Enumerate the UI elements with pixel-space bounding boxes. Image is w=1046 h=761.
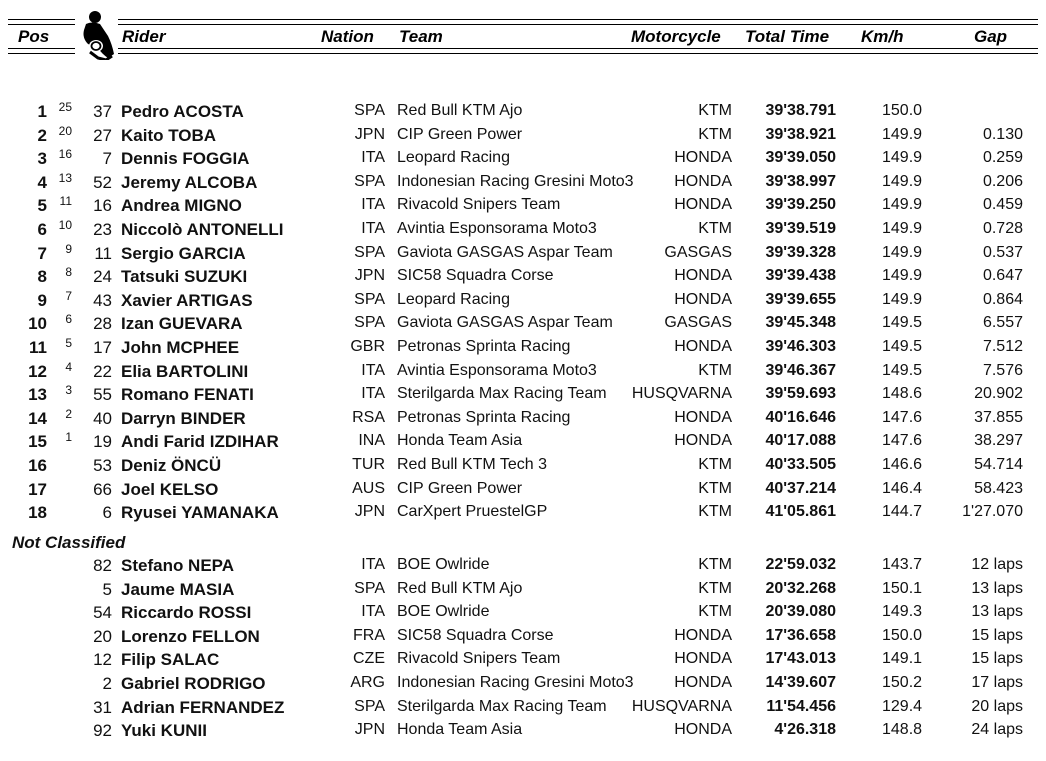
total-time-cell: 22'59.032 [765, 556, 836, 573]
points-cell: 16 [58, 147, 72, 162]
total-time-cell: 40'16.646 [765, 408, 836, 426]
column-header-motorcycle: Motorcycle [631, 27, 721, 46]
rider-number-cell: 31 [93, 697, 112, 717]
motorcycle-cell: HONDA [674, 721, 732, 739]
points-cell: 13 [58, 170, 72, 185]
table-row [0, 674, 1046, 698]
team-cell: Honda Team Asia [397, 721, 523, 739]
total-time-cell: 39'39.250 [765, 196, 836, 214]
rider-number-cell: 37 [93, 102, 112, 121]
motorcycle-rider-icon [76, 10, 118, 60]
team-cell: Indonesian Racing Gresini Moto3 [397, 172, 634, 190]
table-row [0, 432, 1046, 456]
table-row [0, 314, 1046, 338]
total-time-cell: 40'17.088 [765, 432, 836, 450]
position-cell: 8 [37, 267, 47, 287]
team-cell: Leopard Racing [397, 290, 510, 308]
team-cell: Petronas Sprinta Racing [397, 338, 571, 355]
position-cell: 13 [28, 385, 47, 405]
rider-number-cell: 82 [93, 556, 112, 575]
rider-number-cell: 92 [93, 721, 112, 741]
total-time-cell: 39'46.303 [765, 338, 836, 355]
speed-cell: 146.4 [882, 479, 923, 497]
total-time-cell: 39'39.438 [765, 267, 836, 285]
rider-name-cell: Stefano NEPA [121, 556, 235, 575]
motorcycle-cell: KTM [698, 503, 732, 521]
motorcycle-cell: HONDA [674, 196, 732, 214]
total-time-cell: 39'39.655 [765, 290, 836, 308]
rider-name-cell: Joel KELSO [121, 479, 219, 499]
rider-number-cell: 66 [93, 479, 112, 499]
rider-number-cell: 16 [93, 196, 112, 216]
position-cell: 12 [28, 361, 47, 381]
total-time-cell: 20'39.080 [765, 603, 836, 621]
team-cell: Gaviota GASGAS Aspar Team [397, 314, 613, 332]
total-time-cell: 41'05.861 [765, 503, 836, 521]
team-cell: Avintia Esponsorama Moto3 [397, 361, 597, 379]
rider-name-cell: Ryusei YAMANAKA [121, 503, 279, 523]
position-cell: 9 [37, 290, 47, 310]
position-cell: 18 [28, 503, 47, 523]
speed-cell: 149.9 [882, 267, 923, 285]
motorcycle-cell: HONDA [674, 338, 732, 355]
speed-cell: 144.7 [882, 503, 923, 521]
nation-cell: ITA [361, 361, 385, 379]
table-row [0, 196, 1046, 220]
speed-cell: 143.7 [882, 556, 923, 573]
rider-number-cell: 22 [93, 361, 112, 381]
speed-cell: 149.9 [882, 172, 923, 190]
team-cell: BOE Owlride [397, 603, 490, 621]
motorcycle-cell: HONDA [674, 674, 732, 691]
nation-cell: ITA [361, 385, 385, 403]
gap-cell: 0.728 [982, 220, 1023, 237]
motorcycle-cell: KTM [698, 125, 732, 143]
nation-cell: RSA [352, 408, 385, 426]
motorcycle-cell: KTM [698, 579, 732, 597]
nation-cell: SPA [354, 697, 385, 715]
points-cell: 8 [65, 265, 72, 280]
header-rule-top [8, 19, 1038, 25]
column-header-rider: Rider [122, 27, 166, 46]
gap-cell: 0.537 [982, 243, 1023, 261]
team-cell: Sterilgarda Max Racing Team [397, 697, 607, 715]
motorcycle-cell: HONDA [674, 172, 732, 190]
position-cell: 5 [37, 196, 47, 216]
rider-number-cell: 12 [93, 650, 112, 670]
team-cell: Rivacold Snipers Team [397, 196, 561, 214]
table-row [0, 241, 1046, 268]
motorcycle-cell: KTM [698, 556, 732, 573]
team-cell: BOE Owlride [397, 556, 490, 573]
rider-name-cell: Lorenzo FELLON [121, 626, 260, 646]
nation-cell: JPN [354, 503, 385, 521]
table-row [0, 170, 1046, 197]
rider-name-cell: Izan GUEVARA [121, 314, 243, 334]
rider-name-cell: Andi Farid IZDIHAR [121, 432, 279, 452]
nation-cell: SPA [354, 243, 385, 261]
rider-name-cell: Elia BARTOLINI [121, 361, 249, 381]
speed-cell: 148.8 [882, 721, 923, 739]
position-cell: 11 [29, 338, 47, 357]
table-row [0, 359, 1046, 386]
rider-name-cell: Darryn BINDER [121, 408, 246, 428]
gap-cell: 20 laps [971, 697, 1023, 715]
motorcycle-cell: KTM [698, 102, 732, 119]
table-row [0, 220, 1046, 244]
speed-cell: 149.5 [882, 361, 923, 379]
rider-name-cell: Niccolò ANTONELLI [121, 220, 284, 239]
rider-name-cell: Deniz ÖNCÜ [121, 456, 222, 475]
nation-cell: TUR [352, 456, 385, 473]
speed-cell: 150.0 [882, 626, 923, 644]
nation-cell: ITA [361, 149, 385, 167]
rider-number-cell: 53 [93, 456, 112, 475]
total-time-cell: 40'37.214 [765, 479, 836, 497]
speed-cell: 150.0 [882, 102, 923, 119]
points-cell: 6 [65, 312, 72, 327]
gap-cell: 15 laps [971, 626, 1023, 644]
nation-cell: INA [358, 432, 385, 450]
team-cell: CIP Green Power [397, 125, 523, 143]
speed-cell: 149.5 [882, 314, 923, 332]
speed-cell: 149.9 [882, 243, 923, 261]
position-cell: 4 [37, 172, 47, 192]
nation-cell: GBR [350, 338, 385, 355]
team-cell: Indonesian Racing Gresini Moto3 [397, 674, 634, 691]
nation-cell: SPA [354, 102, 385, 119]
gap-cell: 54.714 [974, 456, 1023, 473]
rider-name-cell: Tatsuki SUZUKI [121, 267, 248, 287]
points-cell: 25 [58, 100, 72, 114]
column-header-nation: Nation [321, 27, 374, 46]
rider-number-cell: 23 [93, 220, 112, 239]
speed-cell: 149.9 [882, 220, 923, 237]
position-cell: 16 [28, 456, 47, 475]
nation-cell: SPA [354, 172, 385, 190]
column-header-pos: Pos [18, 27, 50, 46]
speed-cell: 150.2 [882, 674, 923, 691]
gap-cell: 0.864 [982, 290, 1023, 308]
rider-name-cell: Dennis FOGGIA [121, 149, 250, 169]
points-cell: 3 [65, 383, 72, 398]
gap-cell: 15 laps [971, 650, 1023, 668]
gap-cell: 13 laps [971, 603, 1023, 621]
motorcycle-cell: GASGAS [664, 314, 732, 332]
speed-cell: 129.4 [882, 697, 923, 715]
points-cell: 11 [59, 194, 72, 209]
total-time-cell: 17'36.658 [765, 626, 836, 644]
rider-name-cell: Yuki KUNII [121, 721, 207, 741]
column-header-total-time: Total Time [745, 27, 830, 46]
nation-cell: SPA [354, 314, 385, 332]
position-cell: 17 [28, 479, 47, 499]
column-header-team: Team [399, 27, 443, 46]
motorcycle-cell: HONDA [674, 408, 732, 426]
nation-cell: JPN [354, 267, 385, 285]
rider-number-cell: 2 [102, 674, 112, 693]
motorcycle-cell: GASGAS [664, 243, 732, 261]
team-cell: Leopard Racing [397, 149, 510, 167]
team-cell: Red Bull KTM Tech 3 [397, 456, 547, 473]
motorcycle-cell: HUSQVARNA [631, 697, 732, 715]
table-row [0, 603, 1046, 627]
gap-cell: 7.512 [982, 338, 1023, 355]
rider-name-cell: Adrian FERNANDEZ [121, 697, 285, 717]
rider-name-cell: Sergio GARCIA [121, 243, 246, 263]
table-row [0, 480, 1046, 504]
motorcycle-cell: HONDA [674, 650, 732, 668]
rider-number-cell: 5 [102, 579, 112, 599]
total-time-cell: 39'39.519 [765, 220, 836, 237]
rider-number-cell: 6 [102, 503, 112, 523]
gap-cell: 20.902 [974, 385, 1023, 403]
nation-cell: ITA [361, 556, 385, 573]
total-time-cell: 14'39.607 [765, 674, 836, 691]
total-time-cell: 39'46.367 [765, 361, 836, 379]
total-time-cell: 39'39.328 [765, 243, 836, 261]
total-time-cell: 39'45.348 [765, 314, 836, 332]
motorcycle-cell: HONDA [674, 290, 732, 308]
speed-cell: 149.5 [882, 338, 923, 355]
speed-cell: 148.6 [882, 385, 923, 403]
not-classified-heading: Not Classified [12, 533, 126, 552]
table-row [0, 627, 1046, 651]
rider-number-cell: 28 [93, 314, 112, 334]
position-cell: 2 [37, 125, 47, 145]
table-row [0, 503, 1046, 527]
table-row [0, 385, 1046, 409]
gap-cell: 6.557 [982, 314, 1023, 332]
speed-cell: 149.3 [882, 603, 923, 621]
rider-number-cell: 19 [93, 432, 112, 452]
team-cell: Honda Team Asia [397, 432, 523, 450]
team-cell: Avintia Esponsorama Moto3 [397, 220, 597, 237]
column-header-gap: Gap [974, 27, 1008, 46]
nation-cell: ITA [361, 603, 385, 621]
table-row [0, 288, 1046, 315]
nation-cell: ARG [350, 674, 385, 691]
rider-number-cell: 54 [93, 603, 112, 623]
gap-cell: 0.459 [982, 196, 1023, 214]
points-cell: 1 [65, 430, 72, 445]
speed-cell: 149.9 [882, 125, 923, 143]
motorcycle-cell: KTM [698, 456, 732, 473]
rider-name-cell: Filip SALAC [121, 650, 220, 670]
rider-number-cell: 52 [93, 172, 112, 192]
points-cell: 10 [58, 218, 72, 232]
team-cell: SIC58 Squadra Corse [397, 267, 554, 285]
rider-name-cell: Xavier ARTIGAS [121, 290, 253, 310]
speed-cell: 150.1 [882, 579, 923, 597]
column-header-kmh: Km/h [861, 27, 904, 46]
rider-name-cell: Kaito TOBA [121, 125, 217, 145]
total-time-cell: 39'38.791 [765, 102, 836, 119]
nation-cell: AUS [352, 479, 385, 497]
gap-cell: 0.647 [982, 267, 1023, 285]
nation-cell: FRA [353, 626, 385, 644]
motorcycle-cell: KTM [698, 603, 732, 621]
rider-number-cell: 7 [102, 149, 112, 169]
table-row [0, 149, 1046, 173]
rider-name-cell: Jaume MASIA [121, 579, 235, 599]
rider-number-cell: 43 [93, 290, 112, 310]
gap-cell: 13 laps [971, 579, 1023, 597]
speed-cell: 149.1 [882, 650, 923, 668]
total-time-cell: 17'43.013 [765, 650, 836, 668]
nation-cell: JPN [354, 125, 385, 143]
nation-cell: CZE [353, 650, 385, 668]
total-time-cell: 39'38.921 [765, 125, 836, 143]
gap-cell: 7.576 [982, 361, 1023, 379]
gap-cell: 0.259 [982, 149, 1023, 167]
total-time-cell: 40'33.505 [765, 456, 836, 473]
nation-cell: JPN [354, 721, 385, 739]
gap-cell: 0.206 [982, 172, 1023, 190]
rider-number-cell: 55 [93, 385, 112, 405]
motorcycle-cell: HONDA [674, 267, 732, 285]
motorcycle-cell: KTM [698, 361, 732, 379]
team-cell: Rivacold Snipers Team [397, 650, 561, 668]
header-rule-bottom [8, 48, 1038, 54]
position-cell: 3 [37, 149, 47, 169]
speed-cell: 149.9 [882, 290, 923, 308]
position-cell: 15 [28, 432, 47, 452]
points-cell: 4 [65, 359, 72, 374]
nation-cell: SPA [354, 579, 385, 597]
position-cell: 10 [28, 314, 47, 334]
speed-cell: 147.6 [882, 408, 923, 426]
rider-name-cell: Riccardo ROSSI [121, 603, 252, 623]
motorcycle-cell: KTM [698, 479, 732, 497]
team-cell: Red Bull KTM Ajo [397, 102, 523, 119]
total-time-cell: 39'59.693 [765, 385, 836, 403]
table-row [0, 102, 1046, 126]
table-row [0, 338, 1046, 362]
gap-cell: 58.423 [974, 479, 1023, 497]
total-time-cell: 20'32.268 [765, 579, 836, 597]
speed-cell: 149.9 [882, 149, 923, 167]
speed-cell: 147.6 [882, 432, 923, 450]
team-cell: Petronas Sprinta Racing [397, 408, 571, 426]
position-cell: 1 [37, 102, 47, 121]
gap-cell: 38.297 [974, 432, 1023, 450]
table-row [0, 721, 1046, 745]
gap-cell: 24 laps [971, 721, 1023, 739]
rider-number-cell: 17 [93, 338, 112, 357]
motorcycle-cell: KTM [698, 220, 732, 237]
rider-number-cell: 20 [93, 626, 112, 646]
total-time-cell: 11'54.456 [766, 697, 836, 715]
position-cell: 14 [28, 408, 47, 428]
points-cell: 9 [65, 241, 72, 256]
points-cell: 2 [65, 406, 72, 421]
table-row [0, 650, 1046, 674]
table-row [0, 123, 1046, 150]
gap-cell: 12 laps [971, 556, 1023, 573]
table-row [0, 406, 1046, 433]
speed-cell: 146.6 [882, 456, 923, 473]
rider-name-cell: Gabriel RODRIGO [121, 674, 266, 693]
team-cell: Gaviota GASGAS Aspar Team [397, 243, 613, 261]
total-time-cell: 39'39.050 [765, 149, 836, 167]
team-cell: CIP Green Power [397, 479, 523, 497]
rider-name-cell: Pedro ACOSTA [121, 102, 244, 121]
team-cell: CarXpert PruestelGP [397, 503, 548, 521]
nation-cell: SPA [354, 290, 385, 308]
speed-cell: 149.9 [882, 196, 923, 214]
table-row [0, 556, 1046, 580]
rider-number-cell: 40 [93, 408, 112, 428]
team-cell: Red Bull KTM Ajo [397, 579, 523, 597]
gap-cell: 1'27.070 [962, 503, 1023, 521]
rider-number-cell: 27 [93, 125, 112, 145]
points-cell: 5 [65, 336, 72, 350]
total-time-cell: 39'38.997 [765, 172, 836, 190]
rider-name-cell: Jeremy ALCOBA [121, 172, 258, 192]
total-time-cell: 4'26.318 [774, 721, 836, 739]
table-row [0, 698, 1046, 722]
points-cell: 7 [65, 288, 72, 303]
rider-number-cell: 11 [94, 243, 112, 263]
gap-cell: 17 laps [971, 674, 1023, 691]
table-row [0, 456, 1046, 480]
motorcycle-cell: HONDA [674, 626, 732, 644]
points-cell: 20 [58, 123, 72, 138]
rider-name-cell: John MCPHEE [121, 338, 240, 357]
nation-cell: ITA [361, 220, 385, 237]
gap-cell: 37.855 [974, 408, 1023, 426]
table-row [0, 580, 1046, 604]
rider-name-cell: Andrea MIGNO [121, 196, 242, 216]
nation-cell: ITA [361, 196, 385, 214]
team-cell: SIC58 Squadra Corse [397, 626, 554, 644]
table-row [0, 267, 1046, 291]
position-cell: 6 [37, 220, 47, 239]
gap-cell: 0.130 [982, 125, 1023, 143]
motorcycle-cell: HONDA [674, 432, 732, 450]
position-cell: 7 [37, 243, 47, 263]
team-cell: Sterilgarda Max Racing Team [397, 385, 607, 403]
motorcycle-cell: HONDA [674, 149, 732, 167]
motorcycle-cell: HUSQVARNA [631, 385, 732, 403]
rider-name-cell: Romano FENATI [121, 385, 254, 405]
rider-number-cell: 24 [93, 267, 112, 287]
